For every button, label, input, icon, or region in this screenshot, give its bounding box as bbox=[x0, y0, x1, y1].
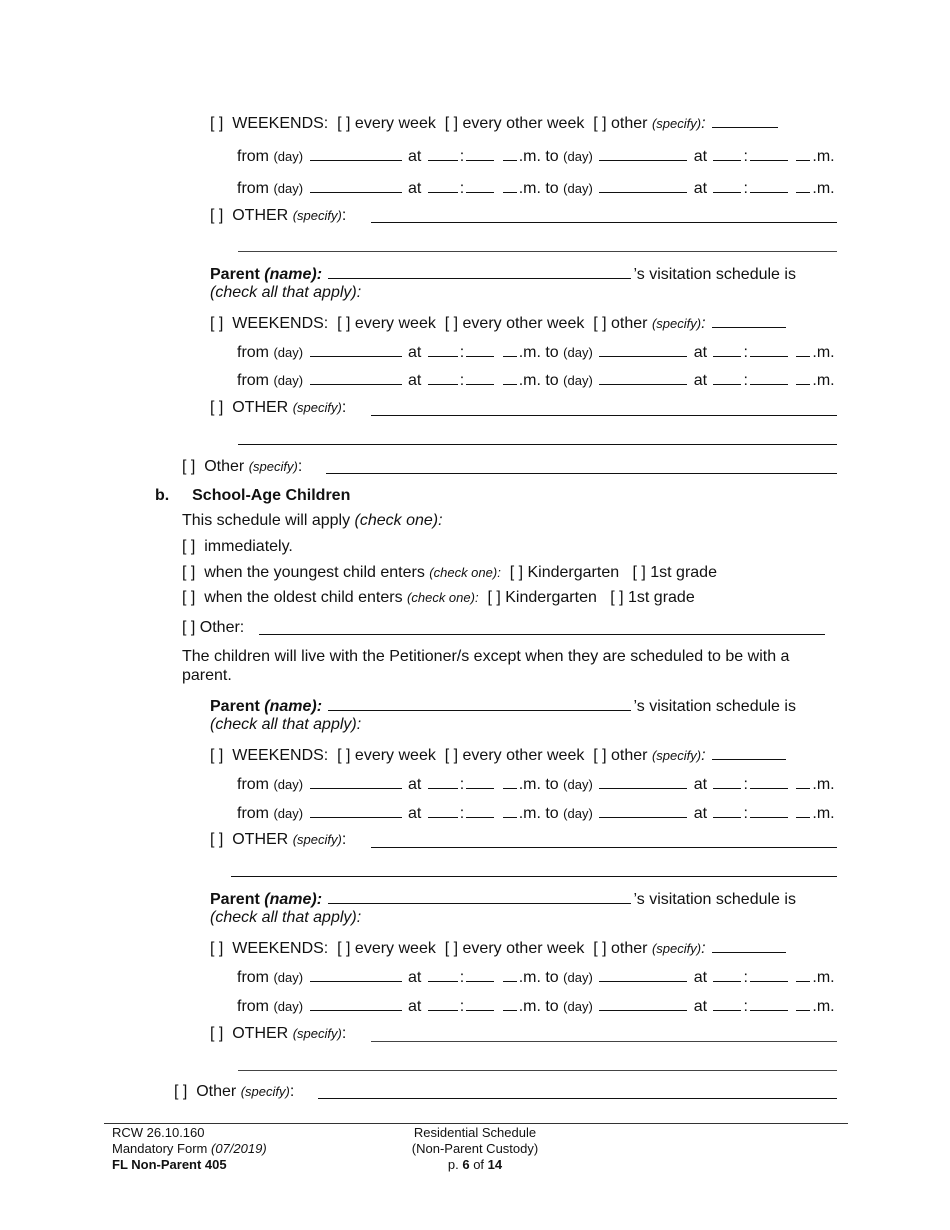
at-label: at bbox=[693, 805, 708, 822]
footer-divider bbox=[104, 1123, 848, 1124]
from-label: from bbox=[237, 344, 269, 361]
ampm-field[interactable] bbox=[503, 802, 517, 818]
parent-label: Parent bbox=[210, 891, 260, 908]
time-colon: : bbox=[743, 969, 748, 986]
footer-center bbox=[375, 1125, 575, 1173]
m-end-label: .m. bbox=[812, 776, 835, 793]
specify-hint: (specify) bbox=[292, 832, 342, 847]
other-colon-row bbox=[182, 618, 244, 638]
at-label: at bbox=[407, 776, 422, 793]
day-hint: (day) bbox=[563, 373, 593, 388]
from-label: from bbox=[237, 969, 269, 986]
hour-field[interactable] bbox=[713, 177, 741, 193]
ampm-field[interactable] bbox=[503, 177, 517, 193]
colon: : bbox=[701, 315, 706, 332]
other-field[interactable] bbox=[712, 312, 786, 328]
ampm-field[interactable] bbox=[796, 802, 810, 818]
m-end-label: .m. bbox=[812, 148, 835, 165]
minute-field[interactable] bbox=[466, 995, 494, 1011]
hour-field[interactable] bbox=[428, 145, 458, 161]
minute-field[interactable] bbox=[466, 177, 494, 193]
at-label: at bbox=[407, 805, 422, 822]
other-caps-checkbox[interactable]: [ ] bbox=[210, 207, 224, 224]
footer-mandatory-text: Mandatory Form bbox=[112, 1141, 208, 1156]
other-label: Other bbox=[204, 458, 245, 475]
minute-field[interactable] bbox=[750, 369, 788, 385]
check-one-hint: (check one): bbox=[407, 590, 479, 605]
weekends-label: WEEKENDS: bbox=[232, 747, 329, 764]
specify-hint: (specify) bbox=[240, 1084, 290, 1099]
day-field[interactable] bbox=[599, 341, 687, 357]
other-row bbox=[174, 1082, 294, 1102]
weekends-row-4 bbox=[210, 937, 788, 959]
footer-title: Residential Schedule bbox=[413, 1125, 537, 1140]
ampm-field[interactable] bbox=[503, 995, 517, 1011]
oldest-checkbox[interactable]: [ ] bbox=[182, 589, 196, 606]
every-week-option[interactable]: [ ] every week bbox=[337, 747, 436, 764]
hour-field[interactable] bbox=[713, 341, 741, 357]
minute-field[interactable] bbox=[750, 341, 788, 357]
other-caps-label: OTHER bbox=[232, 207, 289, 224]
colon: : bbox=[341, 1025, 347, 1042]
minute-field[interactable] bbox=[466, 341, 494, 357]
m-to-label: .m. to bbox=[518, 180, 559, 197]
day-hint: (day) bbox=[563, 777, 593, 792]
footer-form-id: FL Non-Parent 405 bbox=[112, 1157, 227, 1172]
day-field[interactable] bbox=[599, 802, 687, 818]
weekends-label: WEEKENDS: bbox=[232, 940, 329, 957]
minute-field[interactable] bbox=[750, 995, 788, 1011]
ampm-field[interactable] bbox=[503, 341, 517, 357]
every-week-option[interactable]: [ ] every week bbox=[337, 315, 436, 332]
other-option[interactable]: [ ] other bbox=[593, 315, 648, 332]
other-checkbox[interactable]: [ ] bbox=[182, 458, 196, 475]
time-colon: : bbox=[459, 148, 465, 165]
colon: : bbox=[341, 207, 347, 224]
page-of: of bbox=[473, 1157, 485, 1172]
other-option[interactable]: [ ] other bbox=[593, 115, 648, 132]
check-all-hint: (check all that apply): bbox=[210, 909, 362, 926]
ampm-field[interactable] bbox=[503, 369, 517, 385]
parent-name-field[interactable] bbox=[328, 263, 631, 279]
time-colon: : bbox=[743, 180, 748, 197]
minute-field[interactable] bbox=[750, 177, 788, 193]
day-hint: (day) bbox=[563, 970, 593, 985]
time-row bbox=[237, 341, 835, 363]
at-label: at bbox=[693, 180, 708, 197]
time-row bbox=[237, 966, 835, 988]
at-label: at bbox=[407, 180, 422, 197]
immediately-checkbox[interactable]: [ ] bbox=[182, 538, 196, 555]
m-end-label: .m. bbox=[812, 372, 835, 389]
footer-rcw: RCW 26.10.160 bbox=[112, 1125, 205, 1140]
at-label: at bbox=[693, 998, 708, 1015]
day-field[interactable] bbox=[599, 773, 687, 789]
from-label: from bbox=[237, 776, 269, 793]
m-end-label: .m. bbox=[812, 344, 835, 361]
specify-hint: (specify) bbox=[248, 459, 298, 474]
at-label: at bbox=[407, 148, 422, 165]
from-label: from bbox=[237, 805, 269, 822]
time-colon: : bbox=[743, 148, 748, 165]
day-hint: (day) bbox=[273, 345, 304, 360]
day-hint: (day) bbox=[273, 806, 304, 821]
weekends-checkbox[interactable]: [ ] bbox=[210, 315, 224, 332]
minute-field[interactable] bbox=[750, 773, 788, 789]
page-prefix: p. bbox=[447, 1157, 459, 1172]
other-specify-line-2[interactable] bbox=[238, 444, 837, 445]
time-row bbox=[237, 369, 835, 391]
weekends-checkbox[interactable]: [ ] bbox=[210, 115, 224, 132]
minute-field[interactable] bbox=[466, 369, 494, 385]
hour-field[interactable] bbox=[428, 341, 458, 357]
oldest-label: when the oldest child enters bbox=[204, 589, 403, 606]
other-caps-checkbox[interactable]: [ ] bbox=[210, 831, 224, 848]
other-specify-line-2[interactable] bbox=[238, 1070, 837, 1071]
time-colon: : bbox=[459, 372, 465, 389]
m-end-label: .m. bbox=[812, 180, 835, 197]
from-label: from bbox=[237, 372, 269, 389]
weekends-row-3 bbox=[210, 744, 788, 766]
hour-field[interactable] bbox=[713, 995, 741, 1011]
every-week-option[interactable]: [ ] every week bbox=[337, 940, 436, 957]
section-title: School-Age Children bbox=[192, 487, 351, 504]
minute-field[interactable] bbox=[750, 802, 788, 818]
footer-left bbox=[112, 1125, 267, 1173]
check-all-hint: (check all that apply): bbox=[210, 284, 362, 301]
apply-text: This schedule will apply bbox=[182, 512, 351, 529]
ampm-field[interactable] bbox=[503, 145, 517, 161]
parent-label: Parent bbox=[210, 698, 260, 715]
section-letter: b. bbox=[155, 487, 170, 504]
day-field[interactable] bbox=[310, 802, 402, 818]
day-field[interactable] bbox=[310, 995, 402, 1011]
other-caps-label: OTHER bbox=[232, 1025, 289, 1042]
from-label: from bbox=[237, 148, 269, 165]
time-colon: : bbox=[459, 180, 465, 197]
hour-field[interactable] bbox=[713, 802, 741, 818]
first-grade-option[interactable]: [ ] 1st grade bbox=[632, 564, 717, 581]
time-colon: : bbox=[743, 805, 748, 822]
time-colon: : bbox=[459, 805, 465, 822]
every-week-option[interactable]: [ ] every week bbox=[337, 115, 436, 132]
other-row bbox=[182, 457, 302, 477]
time-colon: : bbox=[743, 372, 748, 389]
m-end-label: .m. bbox=[812, 805, 835, 822]
other-specify-line[interactable] bbox=[318, 1098, 837, 1099]
ampm-field[interactable] bbox=[503, 773, 517, 789]
other-caps-row bbox=[210, 1024, 346, 1044]
minute-field[interactable] bbox=[466, 802, 494, 818]
children-live-text-2: parent. bbox=[182, 667, 232, 684]
ampm-field[interactable] bbox=[796, 995, 810, 1011]
day-field[interactable] bbox=[310, 177, 402, 193]
m-to-label: .m. to bbox=[518, 372, 559, 389]
immediately-row[interactable] bbox=[182, 537, 293, 557]
time-colon: : bbox=[743, 344, 748, 361]
time-colon: : bbox=[743, 776, 748, 793]
specify-hint: (specify) bbox=[292, 208, 342, 223]
youngest-label: when the youngest child enters bbox=[204, 564, 425, 581]
check-one-hint: (check one): bbox=[429, 565, 501, 580]
weekends-checkbox[interactable]: [ ] bbox=[210, 940, 224, 957]
day-hint: (day) bbox=[563, 181, 593, 196]
every-other-week-option[interactable]: [ ] every other week bbox=[444, 315, 585, 332]
m-end-label: .m. bbox=[812, 998, 835, 1015]
visitation-text: ’s visitation schedule is bbox=[633, 891, 796, 908]
parent-row bbox=[210, 695, 796, 717]
ampm-field[interactable] bbox=[796, 369, 810, 385]
ampm-field[interactable] bbox=[796, 966, 810, 982]
time-row bbox=[237, 773, 835, 795]
day-hint: (day) bbox=[563, 149, 593, 164]
colon: : bbox=[341, 399, 347, 416]
minute-field[interactable] bbox=[466, 145, 494, 161]
day-field[interactable] bbox=[599, 369, 687, 385]
day-field[interactable] bbox=[310, 369, 402, 385]
specify-hint: (specify) bbox=[651, 748, 702, 763]
day-field[interactable] bbox=[599, 177, 687, 193]
first-grade-option[interactable]: [ ] 1st grade bbox=[610, 589, 695, 606]
time-colon: : bbox=[459, 344, 465, 361]
other-specify-line-2[interactable] bbox=[238, 251, 837, 252]
colon: : bbox=[341, 831, 347, 848]
day-hint: (day) bbox=[273, 970, 304, 985]
time-row bbox=[237, 145, 835, 167]
every-other-week-option[interactable]: [ ] every other week bbox=[444, 940, 585, 957]
ampm-field[interactable] bbox=[796, 341, 810, 357]
parent-row bbox=[210, 888, 796, 910]
specify-hint: (specify) bbox=[292, 400, 342, 415]
other-checkbox[interactable]: [ ] bbox=[174, 1083, 188, 1100]
parent-name-field[interactable] bbox=[328, 695, 631, 711]
other-caps-checkbox[interactable]: [ ] bbox=[210, 399, 224, 416]
other-option[interactable]: [ ] other bbox=[593, 940, 648, 957]
weekends-checkbox[interactable]: [ ] bbox=[210, 747, 224, 764]
day-hint: (day) bbox=[273, 999, 304, 1014]
weekends-label: WEEKENDS: bbox=[232, 115, 329, 132]
other-label: Other bbox=[196, 1083, 237, 1100]
colon: : bbox=[701, 115, 706, 132]
page-number: 6 bbox=[462, 1157, 470, 1172]
day-hint: (day) bbox=[563, 999, 593, 1014]
other-caps-checkbox[interactable]: [ ] bbox=[210, 1025, 224, 1042]
at-label: at bbox=[693, 148, 708, 165]
m-to-label: .m. to bbox=[518, 776, 559, 793]
name-hint: (name): bbox=[264, 266, 323, 283]
weekends-label: WEEKENDS: bbox=[232, 315, 329, 332]
other-specify-line[interactable] bbox=[326, 473, 837, 474]
check-all-hint: (check all that apply): bbox=[210, 716, 362, 733]
kindergarten-option[interactable]: [ ] Kindergarten bbox=[487, 589, 597, 606]
specify-hint: (specify) bbox=[651, 941, 702, 956]
parent-row bbox=[210, 263, 796, 285]
youngest-checkbox[interactable]: [ ] bbox=[182, 564, 196, 581]
m-to-label: .m. to bbox=[518, 344, 559, 361]
other-field[interactable] bbox=[712, 937, 786, 953]
day-field[interactable] bbox=[310, 773, 402, 789]
other-colon-line[interactable] bbox=[259, 634, 825, 635]
at-label: at bbox=[693, 969, 708, 986]
day-field[interactable] bbox=[599, 145, 687, 161]
day-field[interactable] bbox=[310, 966, 402, 982]
parent-label: Parent bbox=[210, 266, 260, 283]
colon: : bbox=[297, 458, 303, 475]
footer-subtitle: (Non-Parent Custody) bbox=[411, 1141, 539, 1156]
other-field[interactable] bbox=[712, 744, 786, 760]
other-specify-line[interactable] bbox=[371, 222, 837, 223]
time-row bbox=[237, 995, 835, 1017]
time-colon: : bbox=[743, 998, 748, 1015]
minute-field[interactable] bbox=[466, 966, 494, 982]
minute-field[interactable] bbox=[750, 145, 788, 161]
specify-hint: (specify) bbox=[651, 316, 702, 331]
other-option[interactable]: [ ] other bbox=[593, 747, 648, 764]
other-caps-label: OTHER bbox=[232, 399, 289, 416]
other-caps-label: OTHER bbox=[232, 831, 289, 848]
minute-field[interactable] bbox=[750, 966, 788, 982]
weekends-row-2 bbox=[210, 312, 788, 334]
at-label: at bbox=[693, 372, 708, 389]
other-specify-line-2[interactable] bbox=[231, 876, 837, 877]
day-field[interactable] bbox=[310, 341, 402, 357]
time-row bbox=[237, 177, 835, 199]
weekends-row-1 bbox=[210, 112, 780, 134]
m-to-label: .m. to bbox=[518, 969, 559, 986]
footer-page bbox=[375, 1157, 575, 1173]
day-field[interactable] bbox=[599, 995, 687, 1011]
hour-field[interactable] bbox=[713, 966, 741, 982]
page-total: 14 bbox=[487, 1157, 503, 1172]
day-hint: (day) bbox=[563, 806, 593, 821]
ampm-field[interactable] bbox=[796, 177, 810, 193]
time-colon: : bbox=[459, 969, 465, 986]
footer-date: (07/2019) bbox=[211, 1141, 267, 1156]
ampm-field[interactable] bbox=[796, 145, 810, 161]
visitation-text: ’s visitation schedule is bbox=[633, 698, 796, 715]
other-specify-line[interactable] bbox=[371, 1041, 837, 1042]
from-label: from bbox=[237, 998, 269, 1015]
time-row bbox=[237, 802, 835, 824]
name-hint: (name): bbox=[264, 891, 323, 908]
visitation-text: ’s visitation schedule is bbox=[633, 266, 796, 283]
kindergarten-option[interactable]: [ ] Kindergarten bbox=[509, 564, 620, 581]
other-specify-line[interactable] bbox=[371, 415, 837, 416]
m-to-label: .m. to bbox=[518, 998, 559, 1015]
at-label: at bbox=[407, 998, 422, 1015]
colon: : bbox=[701, 747, 706, 764]
day-field[interactable] bbox=[599, 966, 687, 982]
every-other-week-option[interactable]: [ ] every other week bbox=[444, 747, 585, 764]
specify-hint: (specify) bbox=[292, 1026, 342, 1041]
hour-field[interactable] bbox=[428, 773, 458, 789]
hour-field[interactable] bbox=[428, 802, 458, 818]
m-end-label: .m. bbox=[812, 969, 835, 986]
hour-field[interactable] bbox=[713, 369, 741, 385]
ampm-field[interactable] bbox=[796, 773, 810, 789]
other-specify-line[interactable] bbox=[371, 847, 837, 848]
day-hint: (day) bbox=[273, 181, 304, 196]
day-hint: (day) bbox=[273, 149, 304, 164]
other-caps-row bbox=[210, 398, 346, 418]
hour-field[interactable] bbox=[428, 177, 458, 193]
name-hint: (name): bbox=[264, 698, 323, 715]
hour-field[interactable] bbox=[713, 773, 741, 789]
youngest-row bbox=[182, 563, 717, 583]
at-label: at bbox=[407, 372, 422, 389]
oldest-row bbox=[182, 588, 695, 608]
other-caps-row bbox=[210, 206, 346, 226]
specify-hint: (specify) bbox=[651, 116, 702, 131]
other-field[interactable] bbox=[712, 112, 778, 128]
parent-name-field[interactable] bbox=[328, 888, 631, 904]
day-field[interactable] bbox=[310, 145, 402, 161]
apply-row bbox=[182, 511, 443, 531]
other-colon-label[interactable]: [ ] Other: bbox=[182, 619, 245, 636]
hour-field[interactable] bbox=[713, 145, 741, 161]
from-label: from bbox=[237, 180, 269, 197]
colon: : bbox=[701, 940, 706, 957]
check-one-hint: (check one): bbox=[354, 512, 443, 529]
m-to-label: .m. to bbox=[518, 805, 559, 822]
at-label: at bbox=[407, 344, 422, 361]
section-b-heading bbox=[155, 486, 350, 506]
day-hint: (day) bbox=[563, 345, 593, 360]
ampm-field[interactable] bbox=[503, 966, 517, 982]
footer-mandatory bbox=[112, 1141, 267, 1157]
minute-field[interactable] bbox=[466, 773, 494, 789]
every-other-week-option[interactable]: [ ] every other week bbox=[444, 115, 585, 132]
hour-field[interactable] bbox=[428, 995, 458, 1011]
children-live-text: The children will live with the Petitioner/s except when they are scheduled to be with a bbox=[182, 648, 790, 665]
at-label: at bbox=[407, 969, 422, 986]
hour-field[interactable] bbox=[428, 369, 458, 385]
m-to-label: .m. to bbox=[518, 148, 559, 165]
day-hint: (day) bbox=[273, 777, 304, 792]
immediately-label: immediately. bbox=[204, 538, 293, 555]
at-label: at bbox=[693, 776, 708, 793]
colon: : bbox=[289, 1083, 295, 1100]
other-caps-row bbox=[210, 830, 346, 850]
time-colon: : bbox=[459, 998, 465, 1015]
hour-field[interactable] bbox=[428, 966, 458, 982]
at-label: at bbox=[693, 344, 708, 361]
day-hint: (day) bbox=[273, 373, 304, 388]
time-colon: : bbox=[459, 776, 465, 793]
